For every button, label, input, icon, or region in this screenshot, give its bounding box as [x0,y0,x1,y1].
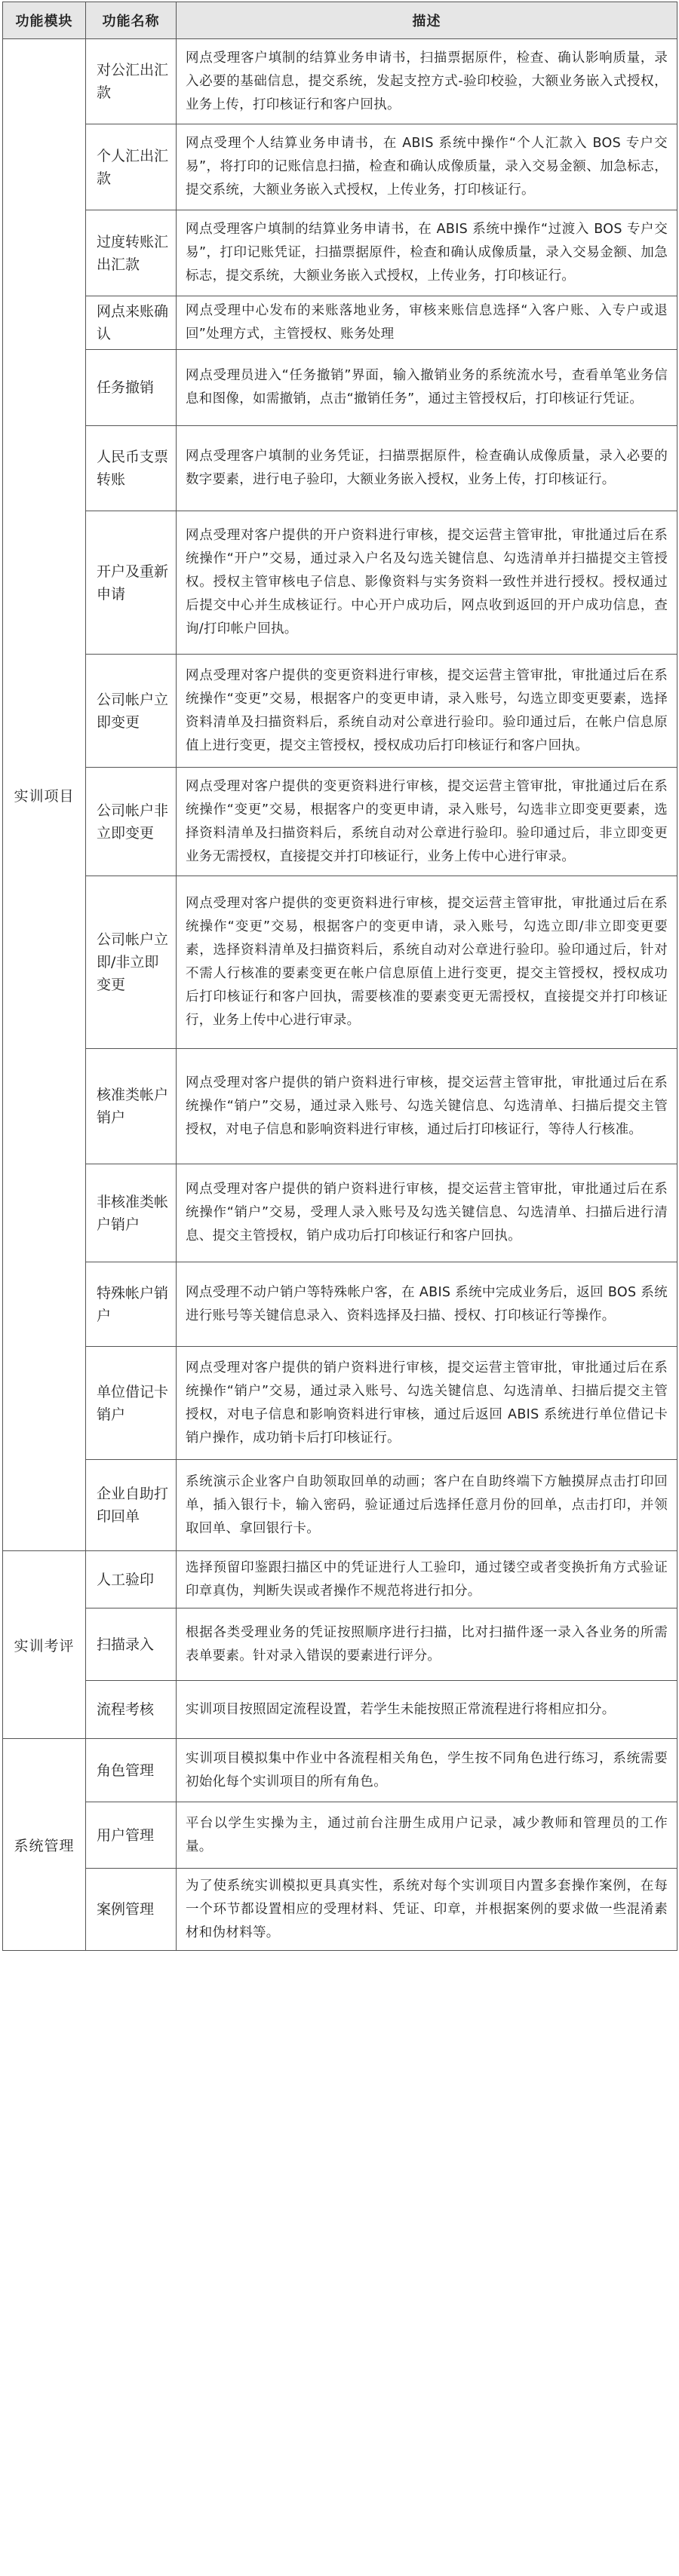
description-cell: 根据各类受理业务的凭证按照顺序进行扫描，比对扫描件逐一录入各业务的所需表单要素。针对录入错误的要素进行评分。 [177,1608,677,1681]
table-row [3,1551,677,1608]
function-name-cell: 企业自助打印回单 [86,1460,177,1551]
description-cell: 网点受理对客户提供的变更资料进行审核，提交运营主管审批，审批通过后在系统操作“变更”交易，根据客户的变更申请，录入账号，勾选立即变更要素，选择资料清单及扫描资料后，系统自动对公章进行验印。验印通过后，在帐户信息原值上进行变更，提交主管授权，授权成功后打印核证行和客户回执。 [177,655,677,768]
function-name-cell: 单位借记卡销户 [86,1347,177,1460]
description-cell: 网点受理客户填制的结算业务申请书，扫描票据原件，检查、确认影响质量，录入必要的基础信息，提交系统，发起支控方式-验印校验，大额业务嵌入式授权，业务上传，打印核证行和客户回执。 [177,39,677,124]
table-row [3,1739,677,1802]
function-name-cell: 非核准类帐户销户 [86,1164,177,1262]
function-name-cell: 案例管理 [86,1869,177,1951]
table-row [3,1608,677,1681]
table-row [3,1347,677,1460]
function-name-cell: 对公汇出汇款 [86,39,177,124]
function-name-cell: 角色管理 [86,1739,177,1802]
table-row [3,426,677,511]
function-name-cell: 人工验印 [86,1551,177,1608]
table-row [3,39,677,124]
function-spec-table [2,2,677,1951]
module-cell: 实训项目 [3,39,86,1551]
description-cell: 网点受理对客户提供的变更资料进行审核，提交运营主管审批，审批通过后在系统操作“变更”交易，根据客户的变更申请，录入账号，勾选立即/非立即变更要素，选择资料清单及扫描资料后，系统自动对公章进行验印。验印通过后，针对不需人行核准的要素变更在帐户信息原值上进行变更，提交主管授权，授权成功后打印核证行和客户回执，需要核准的要素变更无需授权，直接提交并打印核证行，业务上传中心进行审录。 [177,876,677,1049]
description-cell: 网点受理员进入“任务撤销”界面，输入撤销业务的系统流水号，查看单笔业务信息和图像，如需撤销，点击“撤销任务”，通过主管授权后，打印核证行凭证。 [177,350,677,426]
table-row [3,296,677,350]
table-row [3,350,677,426]
module-cell: 实训考评 [3,1551,86,1739]
header-function-name: 功能名称 [86,2,177,39]
description-cell: 网点受理对客户提供的销户资料进行审核，提交运营主管审批，审批通过后在系统操作“销户”交易，通过录入账号、勾选关键信息、勾选清单、扫描后提交主管授权，对电子信息和影响资料进行审核，通过后打印核证行，等待人行核准。 [177,1049,677,1164]
table-body [3,39,677,1951]
function-name-cell: 公司帐户立即/非立即变更 [86,876,177,1049]
description-cell: 实训项目按照固定流程设置，若学生未能按照正常流程进行将相应扣分。 [177,1681,677,1739]
function-name-cell: 公司帐户非立即变更 [86,768,177,876]
table-row [3,1681,677,1739]
description-cell: 选择预留印鉴跟扫描区中的凭证进行人工验印，通过镂空或者变换折角方式验证印章真伪，判断失误或者操作不规范将进行扣分。 [177,1551,677,1608]
table-row [3,511,677,655]
description-cell: 网点受理对客户提供的销户资料进行审核，提交运营主管审批，审批通过后在系统操作“销户”交易，通过录入账号、勾选关键信息、勾选清单、扫描后提交主管授权，对电子信息和影响资料进行审核，通过后返回 ABIS 系统进行单位借记卡销户操作，成功销卡后打印核证行。 [177,1347,677,1460]
header-module: 功能模块 [3,2,86,39]
function-name-cell: 网点来账确认 [86,296,177,350]
table-row [3,876,677,1049]
module-cell: 系统管理 [3,1739,86,1951]
function-name-cell: 流程考核 [86,1681,177,1739]
table-row [3,210,677,296]
function-name-cell: 过度转账汇出汇款 [86,210,177,296]
table-row [3,1460,677,1551]
table-row [3,768,677,876]
function-name-cell: 特殊帐户销户 [86,1262,177,1347]
table-row [3,1164,677,1262]
table-row [3,124,677,210]
table-header-row [3,2,677,39]
description-cell: 网点受理不动户销户等特殊帐户客，在 ABIS 系统中完成业务后，返回 BOS 系统进行账号等关键信息录入、资料选择及扫描、授权、打印核证行等操作。 [177,1262,677,1347]
function-name-cell: 扫描录入 [86,1608,177,1681]
function-name-cell: 人民币支票转账 [86,426,177,511]
description-cell: 为了使系统实训模拟更具真实性，系统对每个实训项目内置多套操作案例，在每一个环节都设置相应的受理材料、凭证、印章，并根据案例的要求做一些混淆素材和伪材料等。 [177,1869,677,1951]
description-cell: 网点受理客户填制的结算业务申请书，在 ABIS 系统中操作“过渡入 BOS 专户交易”，打印记账凭证，扫描票据原件，检查和确认成像质量，录入交易金额、加急标志，提交系统，大额业务嵌入式授权，上传业务，打印核证行。 [177,210,677,296]
description-cell: 系统演示企业客户自助领取回单的动画；客户在自助终端下方触摸屏点击打印回单，插入银行卡，输入密码，验证通过后选择任意月份的回单，点击打印，并领取回单、拿回银行卡。 [177,1460,677,1551]
function-name-cell: 用户管理 [86,1802,177,1869]
function-name-cell: 公司帐户立即变更 [86,655,177,768]
description-cell: 网点受理客户填制的业务凭证，扫描票据原件，检查确认成像质量，录入必要的数字要素，进行电子验印，大额业务嵌入授权，业务上传，打印核证行。 [177,426,677,511]
description-cell: 网点受理对客户提供的开户资料进行审核，提交运营主管审批，审批通过后在系统操作“开户”交易，通过录入户名及勾选关键信息、勾选清单并扫描提交主管授权。授权主管审核电子信息、影像资料与实务资料一致性并进行授权。授权通过后提交中心并生成核证行。中心开户成功后，网点收到返回的开户成功信息，查询/打印帐户回执。 [177,511,677,655]
table-row [3,655,677,768]
description-cell: 网点受理中心发布的来账落地业务，审核来账信息选择“入客户账、入专户或退回”处理方式，主管授权、账务处理 [177,296,677,350]
table-row [3,1802,677,1869]
description-cell: 网点受理对客户提供的变更资料进行审核，提交运营主管审批，审批通过后在系统操作“变更”交易，根据客户的变更申请，录入账号，勾选非立即变更要素，选择资料清单及扫描资料后，系统自动对公章进行验印。验印通过后，非立即变更业务无需授权，直接提交并打印核证行，业务上传中心进行审录。 [177,768,677,876]
function-name-cell: 核准类帐户销户 [86,1049,177,1164]
table-row [3,1262,677,1347]
table-row [3,1049,677,1164]
function-name-cell: 任务撤销 [86,350,177,426]
function-name-cell: 个人汇出汇款 [86,124,177,210]
description-cell: 实训项目模拟集中作业中各流程相关角色，学生按不同角色进行练习，系统需要初始化每个实训项目的所有角色。 [177,1739,677,1802]
description-cell: 平台以学生实操为主，通过前台注册生成用户记录，减少教师和管理员的工作量。 [177,1802,677,1869]
table-row [3,1869,677,1951]
function-name-cell: 开户及重新申请 [86,511,177,655]
description-cell: 网点受理个人结算业务申请书，在 ABIS 系统中操作“个人汇款入 BOS 专户交易”，将打印的记账信息扫描，检查和确认成像质量，录入交易金额、加急标志，提交系统，大额业务嵌入式授权，上传业务，打印核证行。 [177,124,677,210]
header-description: 描述 [177,2,677,39]
description-cell: 网点受理对客户提供的销户资料进行审核，提交运营主管审批，审批通过后在系统操作“销户”交易，受理人录入账号及勾选关键信息、勾选清单、扫描后进行清息、提交主管授权，销户成功后打印核证行和客户回执。 [177,1164,677,1262]
